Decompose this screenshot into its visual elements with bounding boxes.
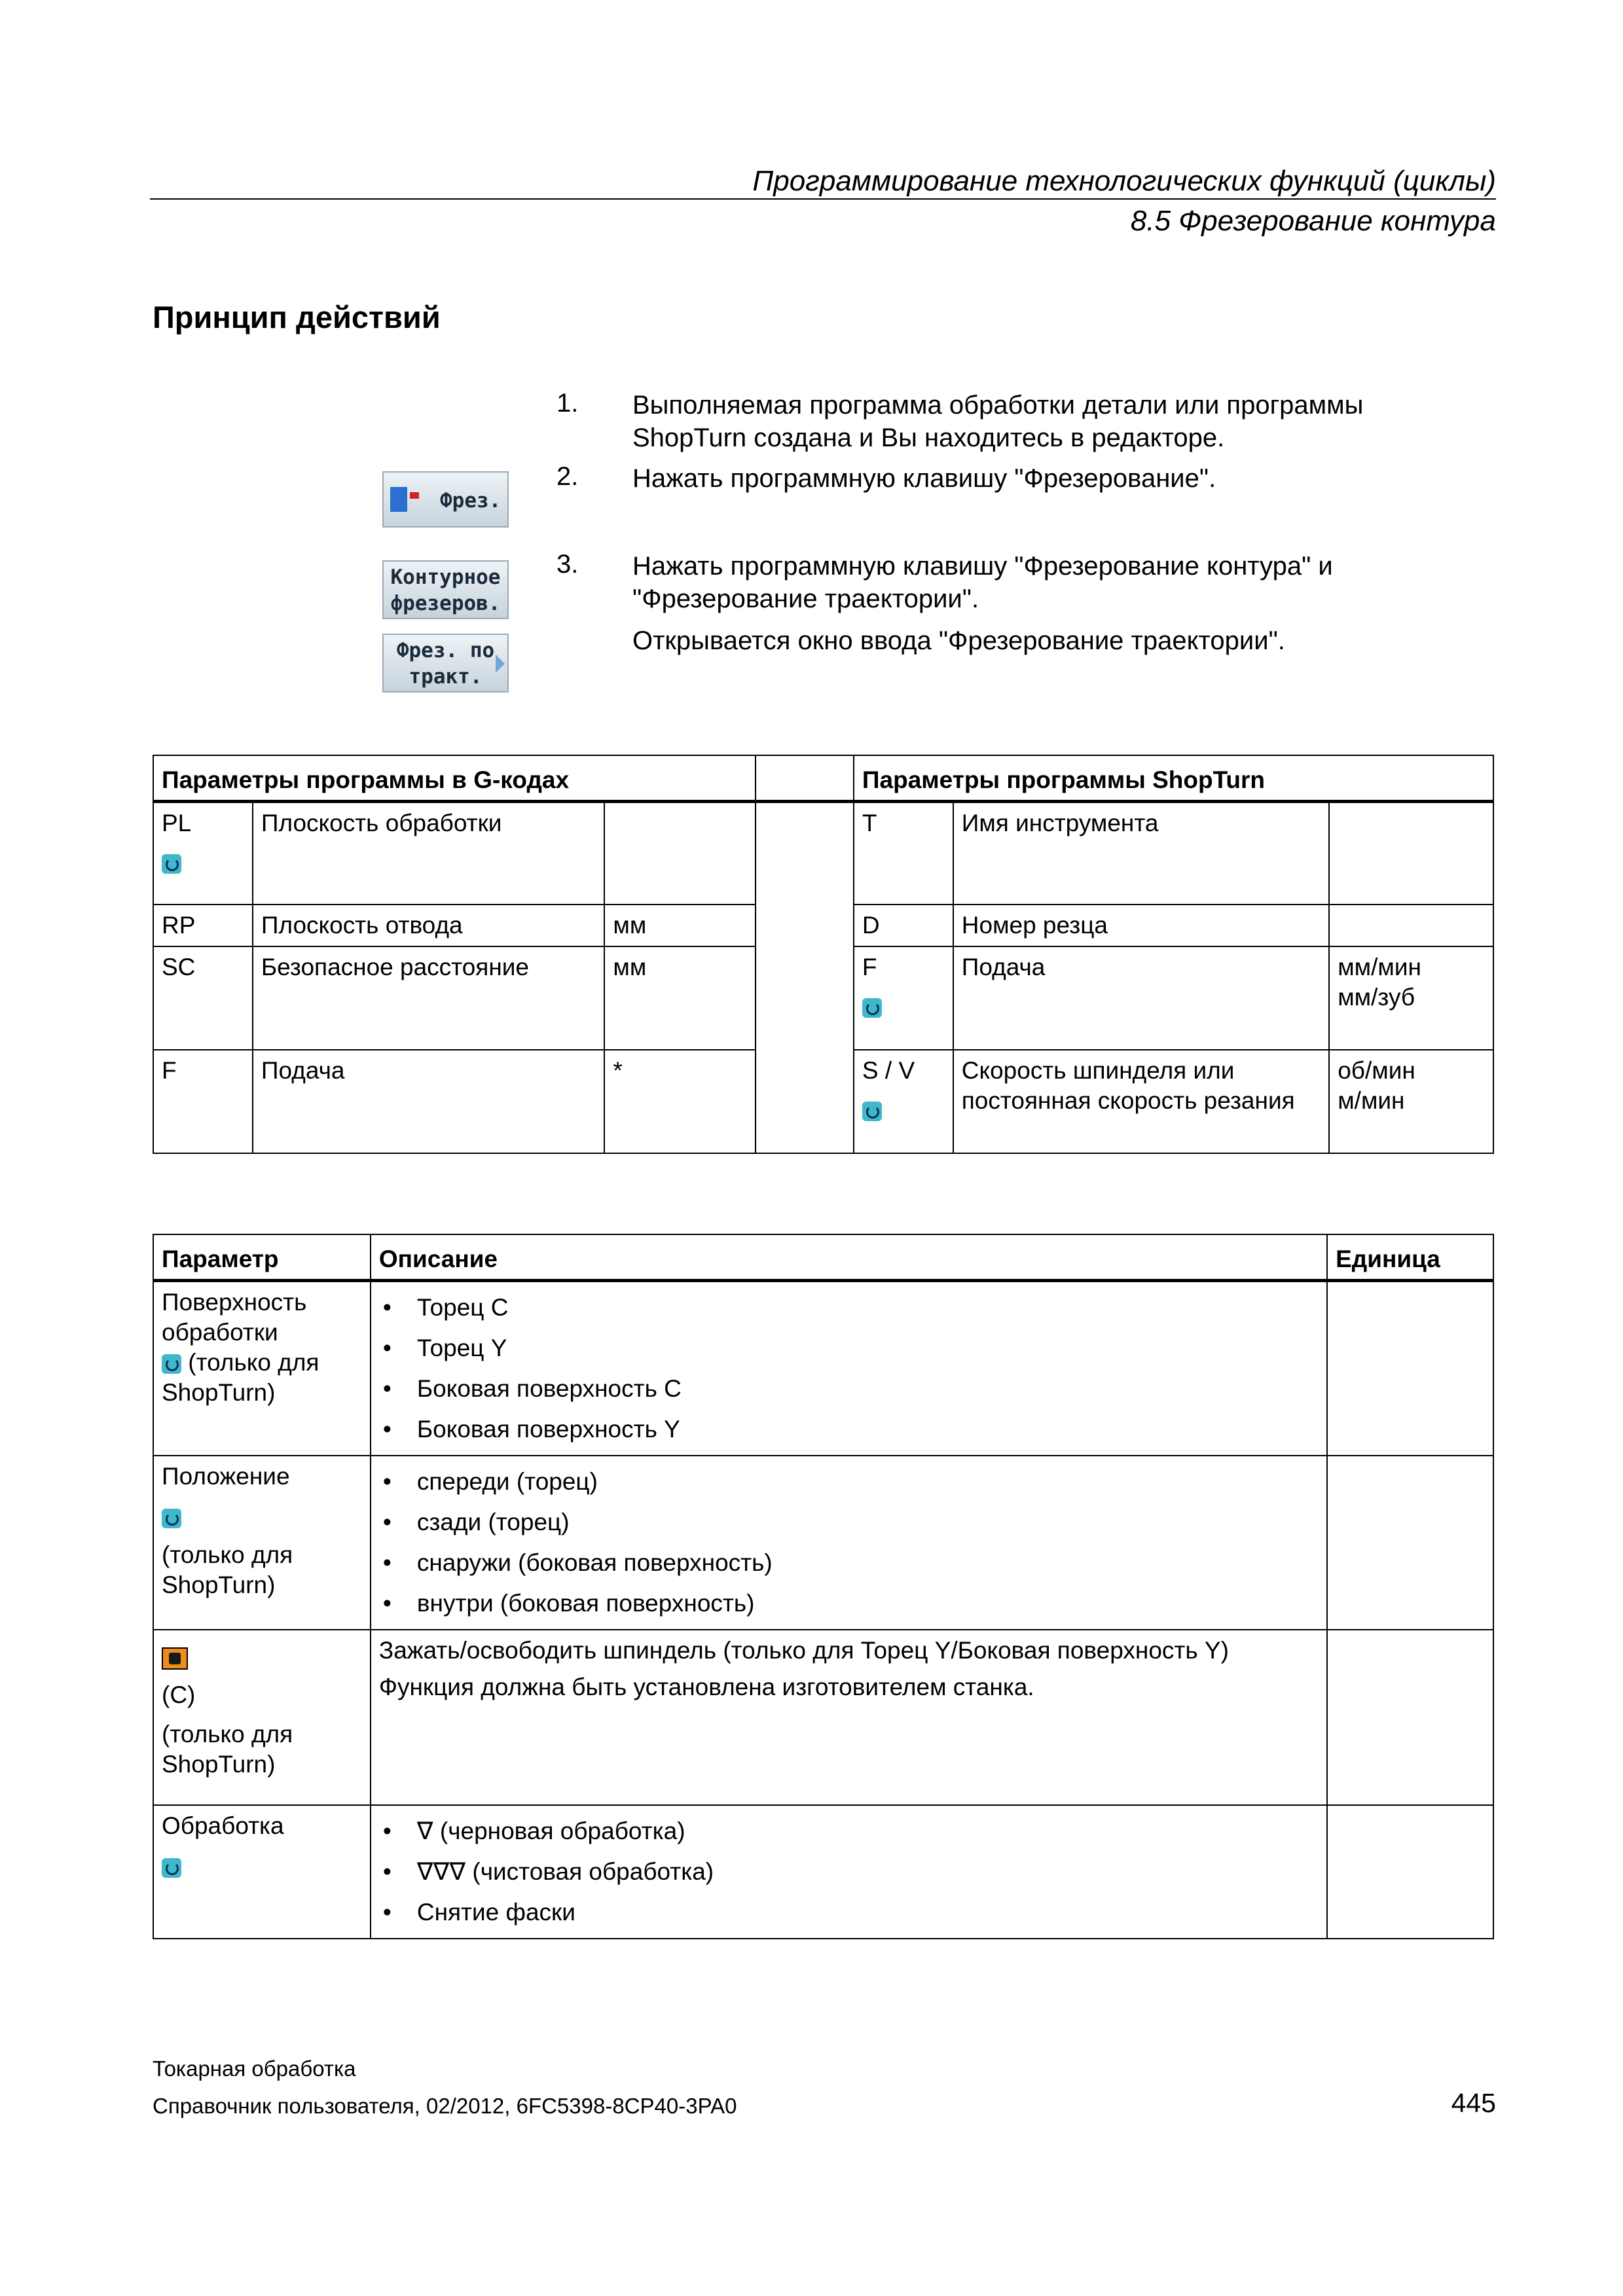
param-code: PL [153, 801, 253, 905]
param-cell: Обработка [153, 1805, 371, 1939]
list-item: • ∇ (черновая обработка) [379, 1811, 1319, 1852]
step-2-number: 2. [556, 462, 579, 491]
param-code: SC [153, 946, 253, 1050]
param-unit: мм [604, 946, 756, 1050]
toggle-cycle-icon[interactable] [162, 854, 181, 874]
list-item: • Боковая поверхность C [379, 1369, 1319, 1409]
list-item: • Снятие фаски [379, 1892, 1319, 1933]
param-unit: * [604, 1050, 756, 1153]
param-desc: Номер резца [953, 905, 1329, 946]
arrow-right-icon [496, 655, 505, 673]
desc-cell [371, 1456, 1327, 1630]
list-item: • сзади (торец) [379, 1502, 1319, 1543]
tool-tip-icon [410, 492, 419, 499]
param-desc: Подача [253, 1050, 605, 1153]
param-desc: Плоскость обработки [253, 801, 605, 905]
shopturn-params-header: Параметры программы ShopTurn [854, 755, 1493, 801]
spacer-cell [756, 801, 854, 1153]
param-desc: Скорость шпинделя или постоянная скорость резания [953, 1050, 1329, 1153]
header-rule [150, 198, 1496, 200]
path-softkey-label-line2: тракт. [409, 665, 483, 689]
desc-cell [371, 1805, 1327, 1939]
spacer-header-cell [756, 755, 854, 801]
param-code: T [854, 801, 953, 905]
param-code: F [153, 1050, 253, 1153]
footer-title: Токарная обработка [153, 2056, 356, 2081]
milling-softkey-label: Фрез. [440, 489, 501, 512]
step-1-text: Выполняемая программа обработки детали или программы ShopTurn создана и Вы находитесь в редакторе. [632, 391, 1364, 452]
param-code: D [854, 905, 953, 946]
step-1-number: 1. [556, 389, 579, 418]
list-item: • снаружи (боковая поверхность) [379, 1543, 1319, 1583]
parameter-description-table [153, 1234, 1494, 1939]
param-unit: об/мин м/мин [1329, 1050, 1493, 1153]
path-milling-softkey[interactable] [382, 634, 509, 692]
unit-cell [1327, 1280, 1493, 1456]
step-3-note: Открывается окно ввода "Фрезерование траектории". [632, 626, 1285, 655]
unit-cell [1327, 1456, 1493, 1630]
list-item: • Торец Y [379, 1328, 1319, 1369]
unit-cell [1327, 1630, 1493, 1805]
list-item: • спереди (торец) [379, 1462, 1319, 1502]
param-code: S / V [854, 1050, 953, 1153]
param-unit [1329, 801, 1493, 905]
toggle-cycle-icon[interactable] [862, 998, 882, 1018]
running-header-section: 8.5 Фрезерование контура [1130, 205, 1496, 237]
param-desc: Имя инструмента [953, 801, 1329, 905]
param-desc: Безопасное расстояние [253, 946, 605, 1050]
param-code: F [854, 946, 953, 1050]
program-parameters-table [153, 755, 1494, 1154]
path-softkey-label-line1: Фрез. по [396, 639, 495, 662]
desc-cell: Зажать/освободить шпиндель (только для Торец Y/Боковая поверхность Y) Функция должна быть установлена изготовителем станка. [371, 1630, 1327, 1805]
running-header-title: Программирование технологических функций (циклы) [752, 165, 1496, 197]
toggle-cycle-icon[interactable] [162, 1509, 181, 1528]
param-desc: Подача [953, 946, 1329, 1050]
contour-softkey-label-line1: Контурное [390, 565, 501, 589]
list-item: • Торец C [379, 1287, 1319, 1328]
step-3-text: Нажать программную клавишу "Фрезерование контура" и "Фрезерование траектории". [632, 552, 1333, 613]
toggle-cycle-icon[interactable] [162, 1858, 181, 1878]
param-cell: Поверхность обработки (только для ShopTurn) [153, 1280, 371, 1456]
footer-reference: Справочник пользователя, 02/2012, 6FC5398-8CP40-3PA0 [153, 2094, 737, 2118]
step-3-number: 3. [556, 550, 579, 579]
list-item: • внутри (боковая поверхность) [379, 1583, 1319, 1624]
param-cell: (C) (только для ShopTurn) [153, 1630, 371, 1805]
milling-softkey[interactable] [382, 471, 509, 528]
contour-milling-softkey[interactable] [382, 560, 509, 619]
unit-cell [1327, 1805, 1493, 1939]
desc-cell [371, 1280, 1327, 1456]
param-unit [604, 801, 756, 905]
list-item: • ∇∇∇ (чистовая обработка) [379, 1852, 1319, 1892]
section-heading: Принцип действий [153, 300, 441, 334]
param-col-header: Параметр [153, 1234, 371, 1280]
toggle-cycle-icon[interactable] [862, 1102, 882, 1121]
param-desc: Плоскость отвода [253, 905, 605, 946]
gcode-params-header: Параметры программы в G-кодах [153, 755, 756, 801]
param-unit: мм [604, 905, 756, 946]
toggle-cycle-icon[interactable] [162, 1354, 181, 1374]
param-code: RP [153, 905, 253, 946]
param-unit: мм/мин мм/зуб [1329, 946, 1493, 1050]
page-number: 445 [1451, 2088, 1496, 2118]
unit-col-header: Единица [1327, 1234, 1493, 1280]
step-2-text: Нажать программную клавишу "Фрезерование". [632, 464, 1216, 493]
contour-softkey-label-line2: фрезеров. [390, 592, 501, 615]
desc-col-header: Описание [371, 1234, 1327, 1280]
list-item: • Боковая поверхность Y [379, 1409, 1319, 1450]
param-unit [1329, 905, 1493, 946]
param-cell: Положение (только для ShopTurn) [153, 1456, 371, 1630]
milling-icon [390, 487, 407, 512]
spindle-clamp-icon[interactable] [162, 1647, 188, 1670]
